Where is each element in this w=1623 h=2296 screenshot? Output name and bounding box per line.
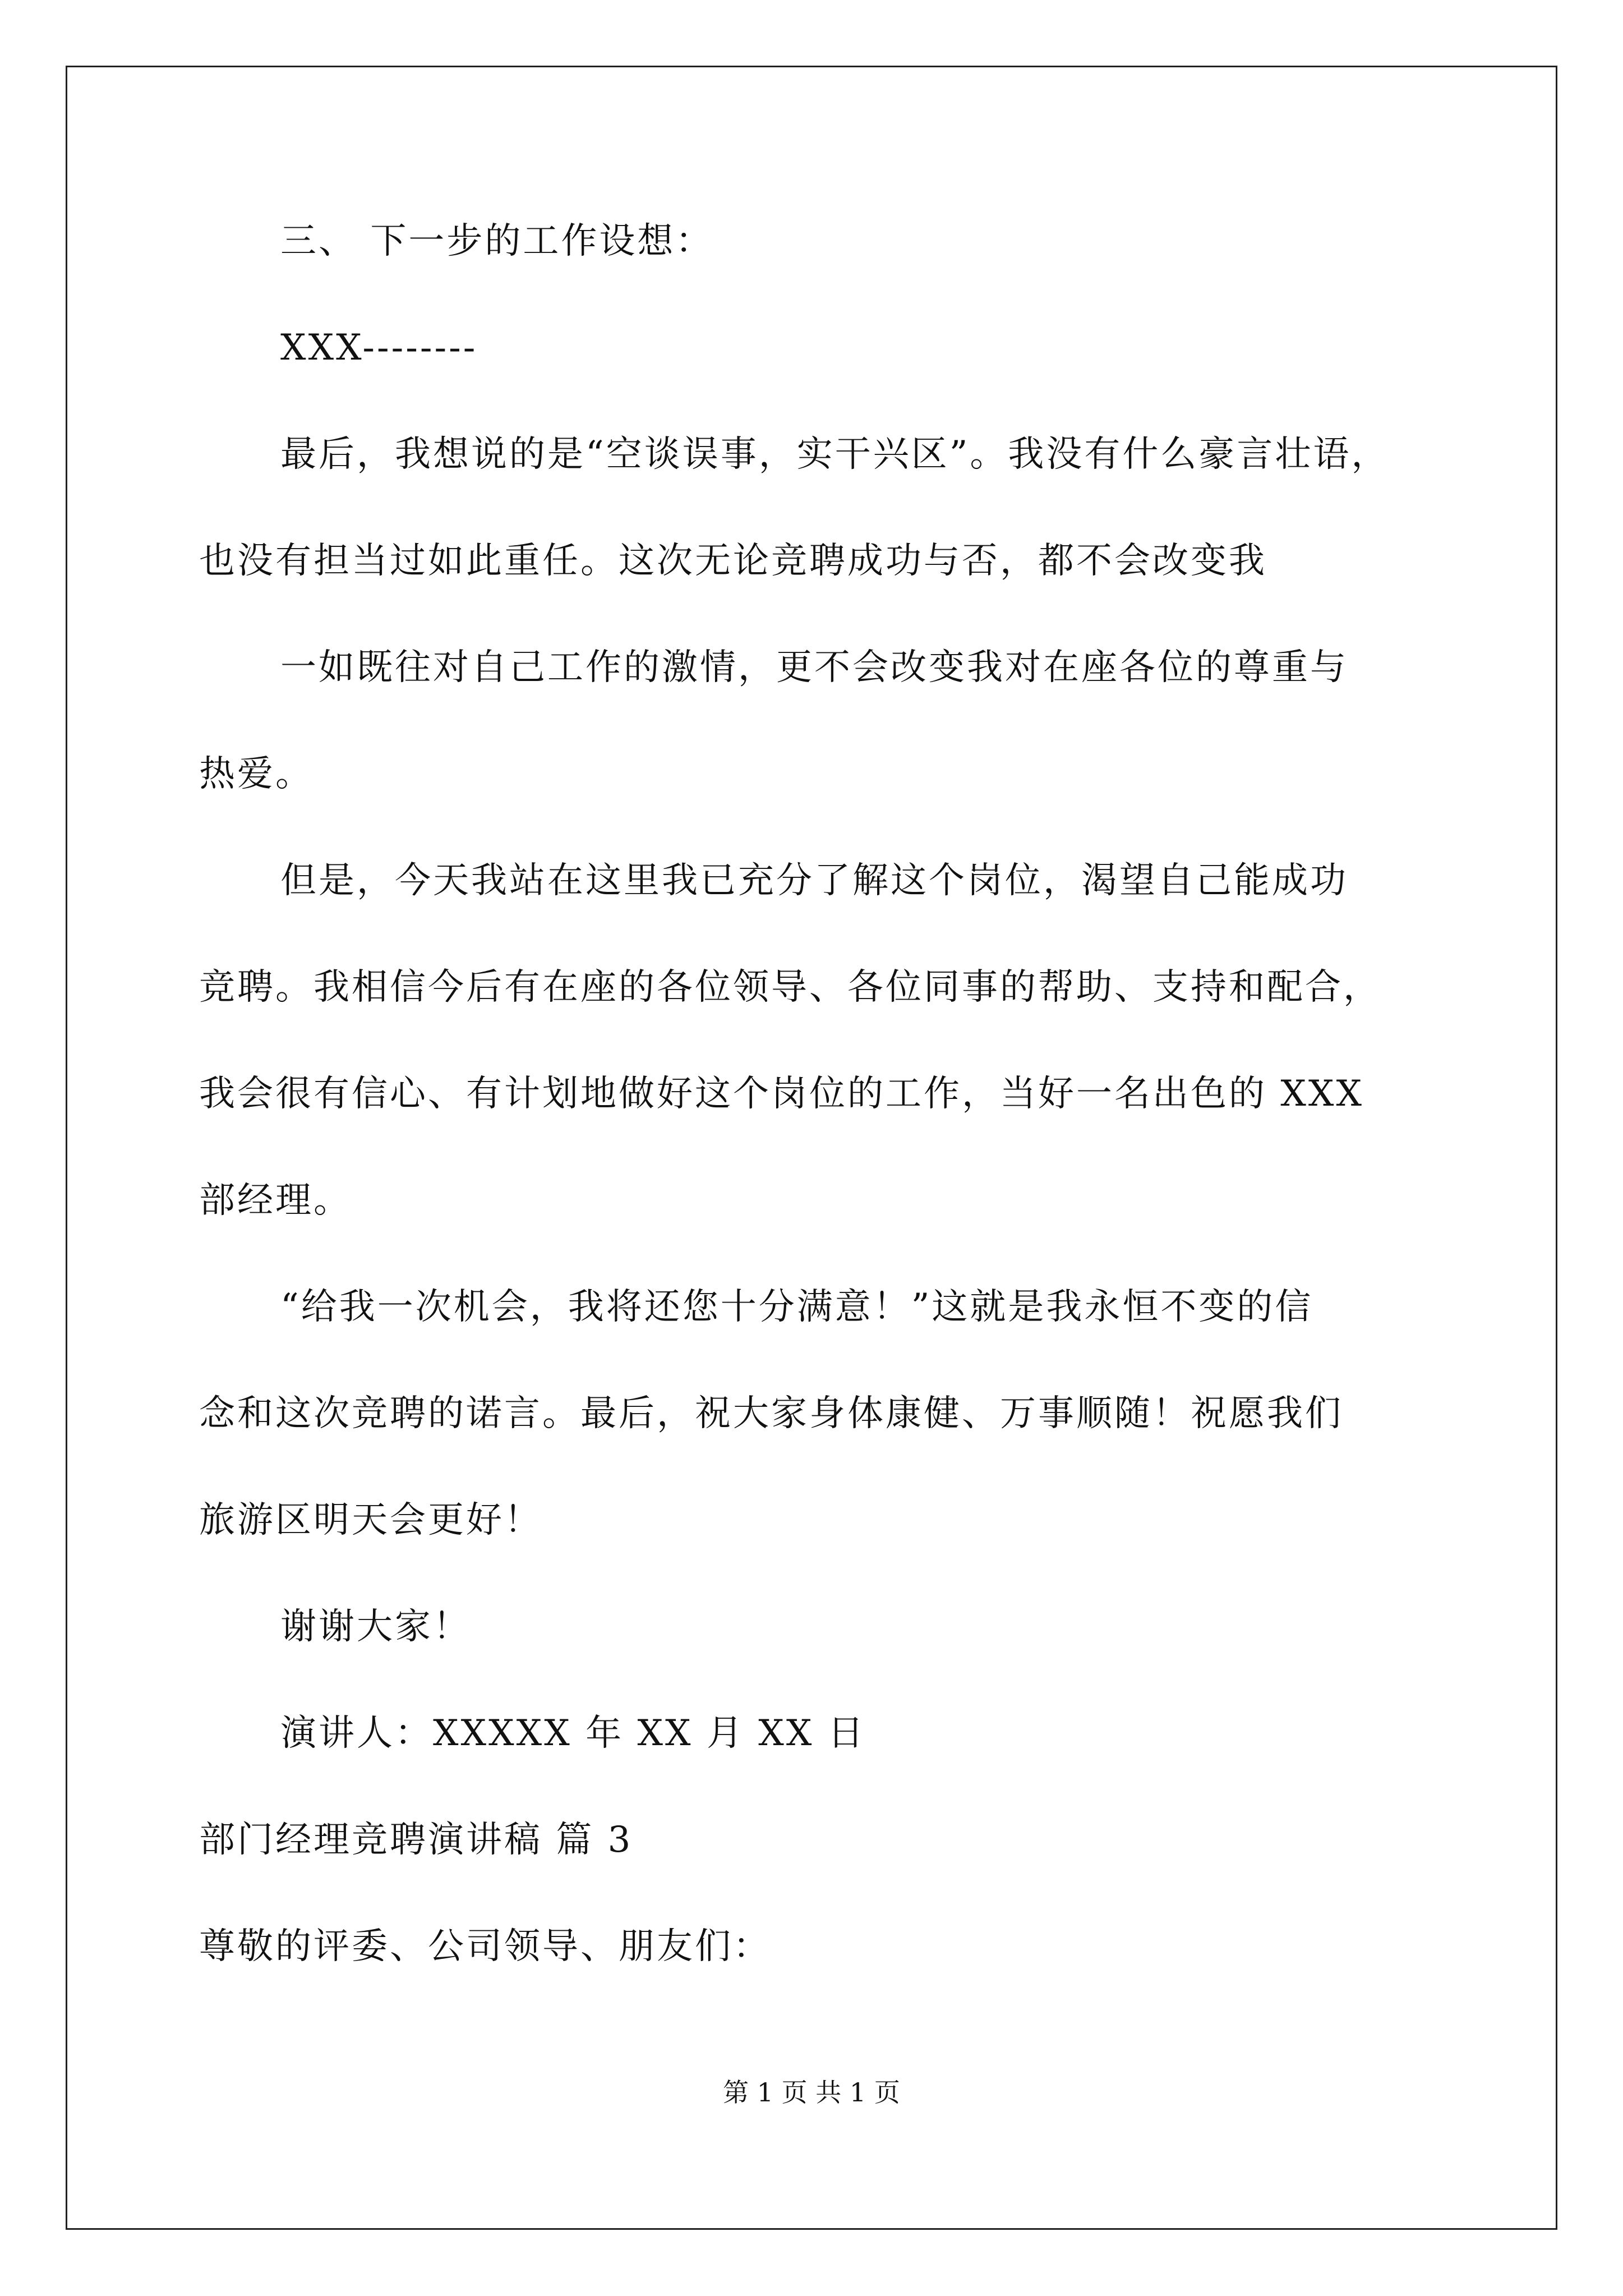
paragraph-line: 部经理。: [199, 1180, 352, 1221]
paragraph-line: 竞聘。我相信今后有在座的各位领导、各位同事的帮助、支持和配合，: [199, 967, 1381, 1008]
paragraph-line: 念和这次竞聘的诺言。最后，祝大家身体康健、万事顺随！祝愿我们: [199, 1393, 1343, 1434]
paragraph-line: 我会很有信心、有计划地做好这个岗位的工作，当好一名出色的 XXX: [199, 1073, 1364, 1115]
section-title: 部门经理竞聘演讲稿 篇 3: [199, 1819, 633, 1861]
paragraph-line: XXX--------: [280, 327, 478, 369]
paragraph-line: 一如既往对自己工作的激情，更不会改变我对在座各位的尊重与: [280, 647, 1348, 688]
salutation-line: 尊敬的评委、公司领导、朋友们：: [199, 1926, 771, 1967]
paragraph-line: 旅游区明天会更好！: [199, 1499, 542, 1541]
paragraph-line: “给我一次机会，我将还您十分满意！”这就是我永恒不变的信: [280, 1286, 1313, 1328]
section-heading: 三、 下一步的工作设想：: [280, 220, 714, 262]
paragraph-line: 也没有担当过如此重任。这次无论竞聘成功与否，都不会改变我: [199, 540, 1267, 582]
paragraph-line: 但是，今天我站在这里我已充分了解这个岗位，渴望自己能成功: [280, 860, 1348, 901]
paragraph-line: 谢谢大家！: [280, 1606, 471, 1648]
page-border: [66, 66, 1557, 2230]
paragraph-line: 热爱。: [199, 753, 313, 795]
speaker-date-line: 演讲人：XXXXX 年 XX 月 XX 日: [280, 1713, 866, 1754]
paragraph-line: 最后，我想说的是“空谈误事，实干兴区”。我没有什么豪言壮语，: [280, 434, 1390, 475]
page-footer: 第 1 页 共 1 页: [723, 2077, 900, 2108]
